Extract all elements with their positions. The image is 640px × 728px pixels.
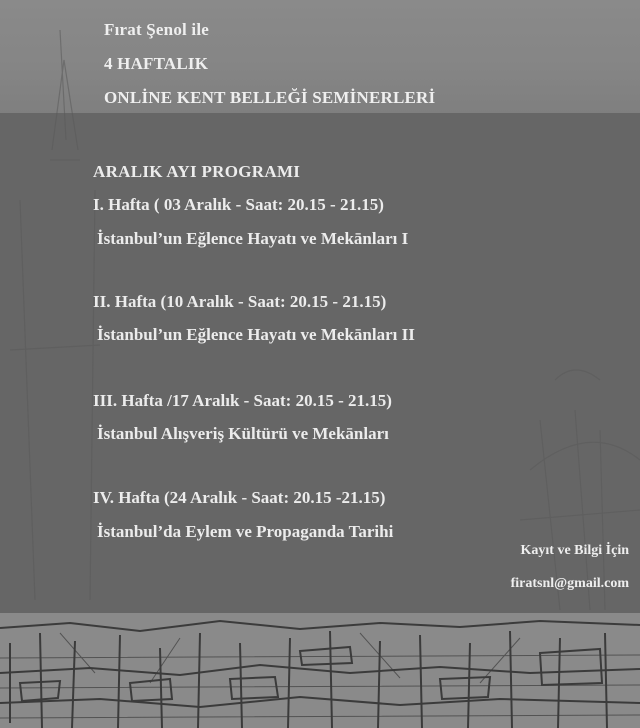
week-2-topic: İstanbul’un Eğlence Hayatı ve Mekānları II: [97, 325, 415, 344]
duration-line: 4 HAFTALIK: [104, 54, 209, 73]
program-title: ARALIK AYI PROGRAMI: [93, 162, 301, 181]
week-3-schedule: III. Hafta /17 Aralık - Saat: 20.15 - 21.15): [93, 391, 392, 410]
organizer-line: Fırat Şenol ile: [104, 20, 209, 39]
week-3-topic: İstanbul Alışveriş Kültürü ve Mekānları: [97, 424, 389, 443]
week-1-topic: İstanbul’un Eğlence Hayatı ve Mekānları I: [97, 229, 409, 248]
city-sketch-illustration: [0, 613, 640, 728]
contact-email[interactable]: firatsnl@gmail.com: [510, 576, 629, 591]
week-2-schedule: II. Hafta (10 Aralık - Saat: 20.15 - 21.15): [93, 292, 387, 311]
week-4-topic: İstanbul’da Eylem ve Propaganda Tarihi: [97, 522, 394, 541]
contact-label: Kayıt ve Bilgi İçin: [520, 543, 629, 558]
week-4-schedule: IV. Hafta (24 Aralık - Saat: 20.15 -21.15): [93, 488, 386, 507]
week-1-schedule: I. Hafta ( 03 Aralık - Saat: 20.15 - 21.15): [93, 195, 384, 214]
seminar-title: ONLİNE KENT BELLEĞİ SEMİNERLERİ: [104, 88, 436, 107]
